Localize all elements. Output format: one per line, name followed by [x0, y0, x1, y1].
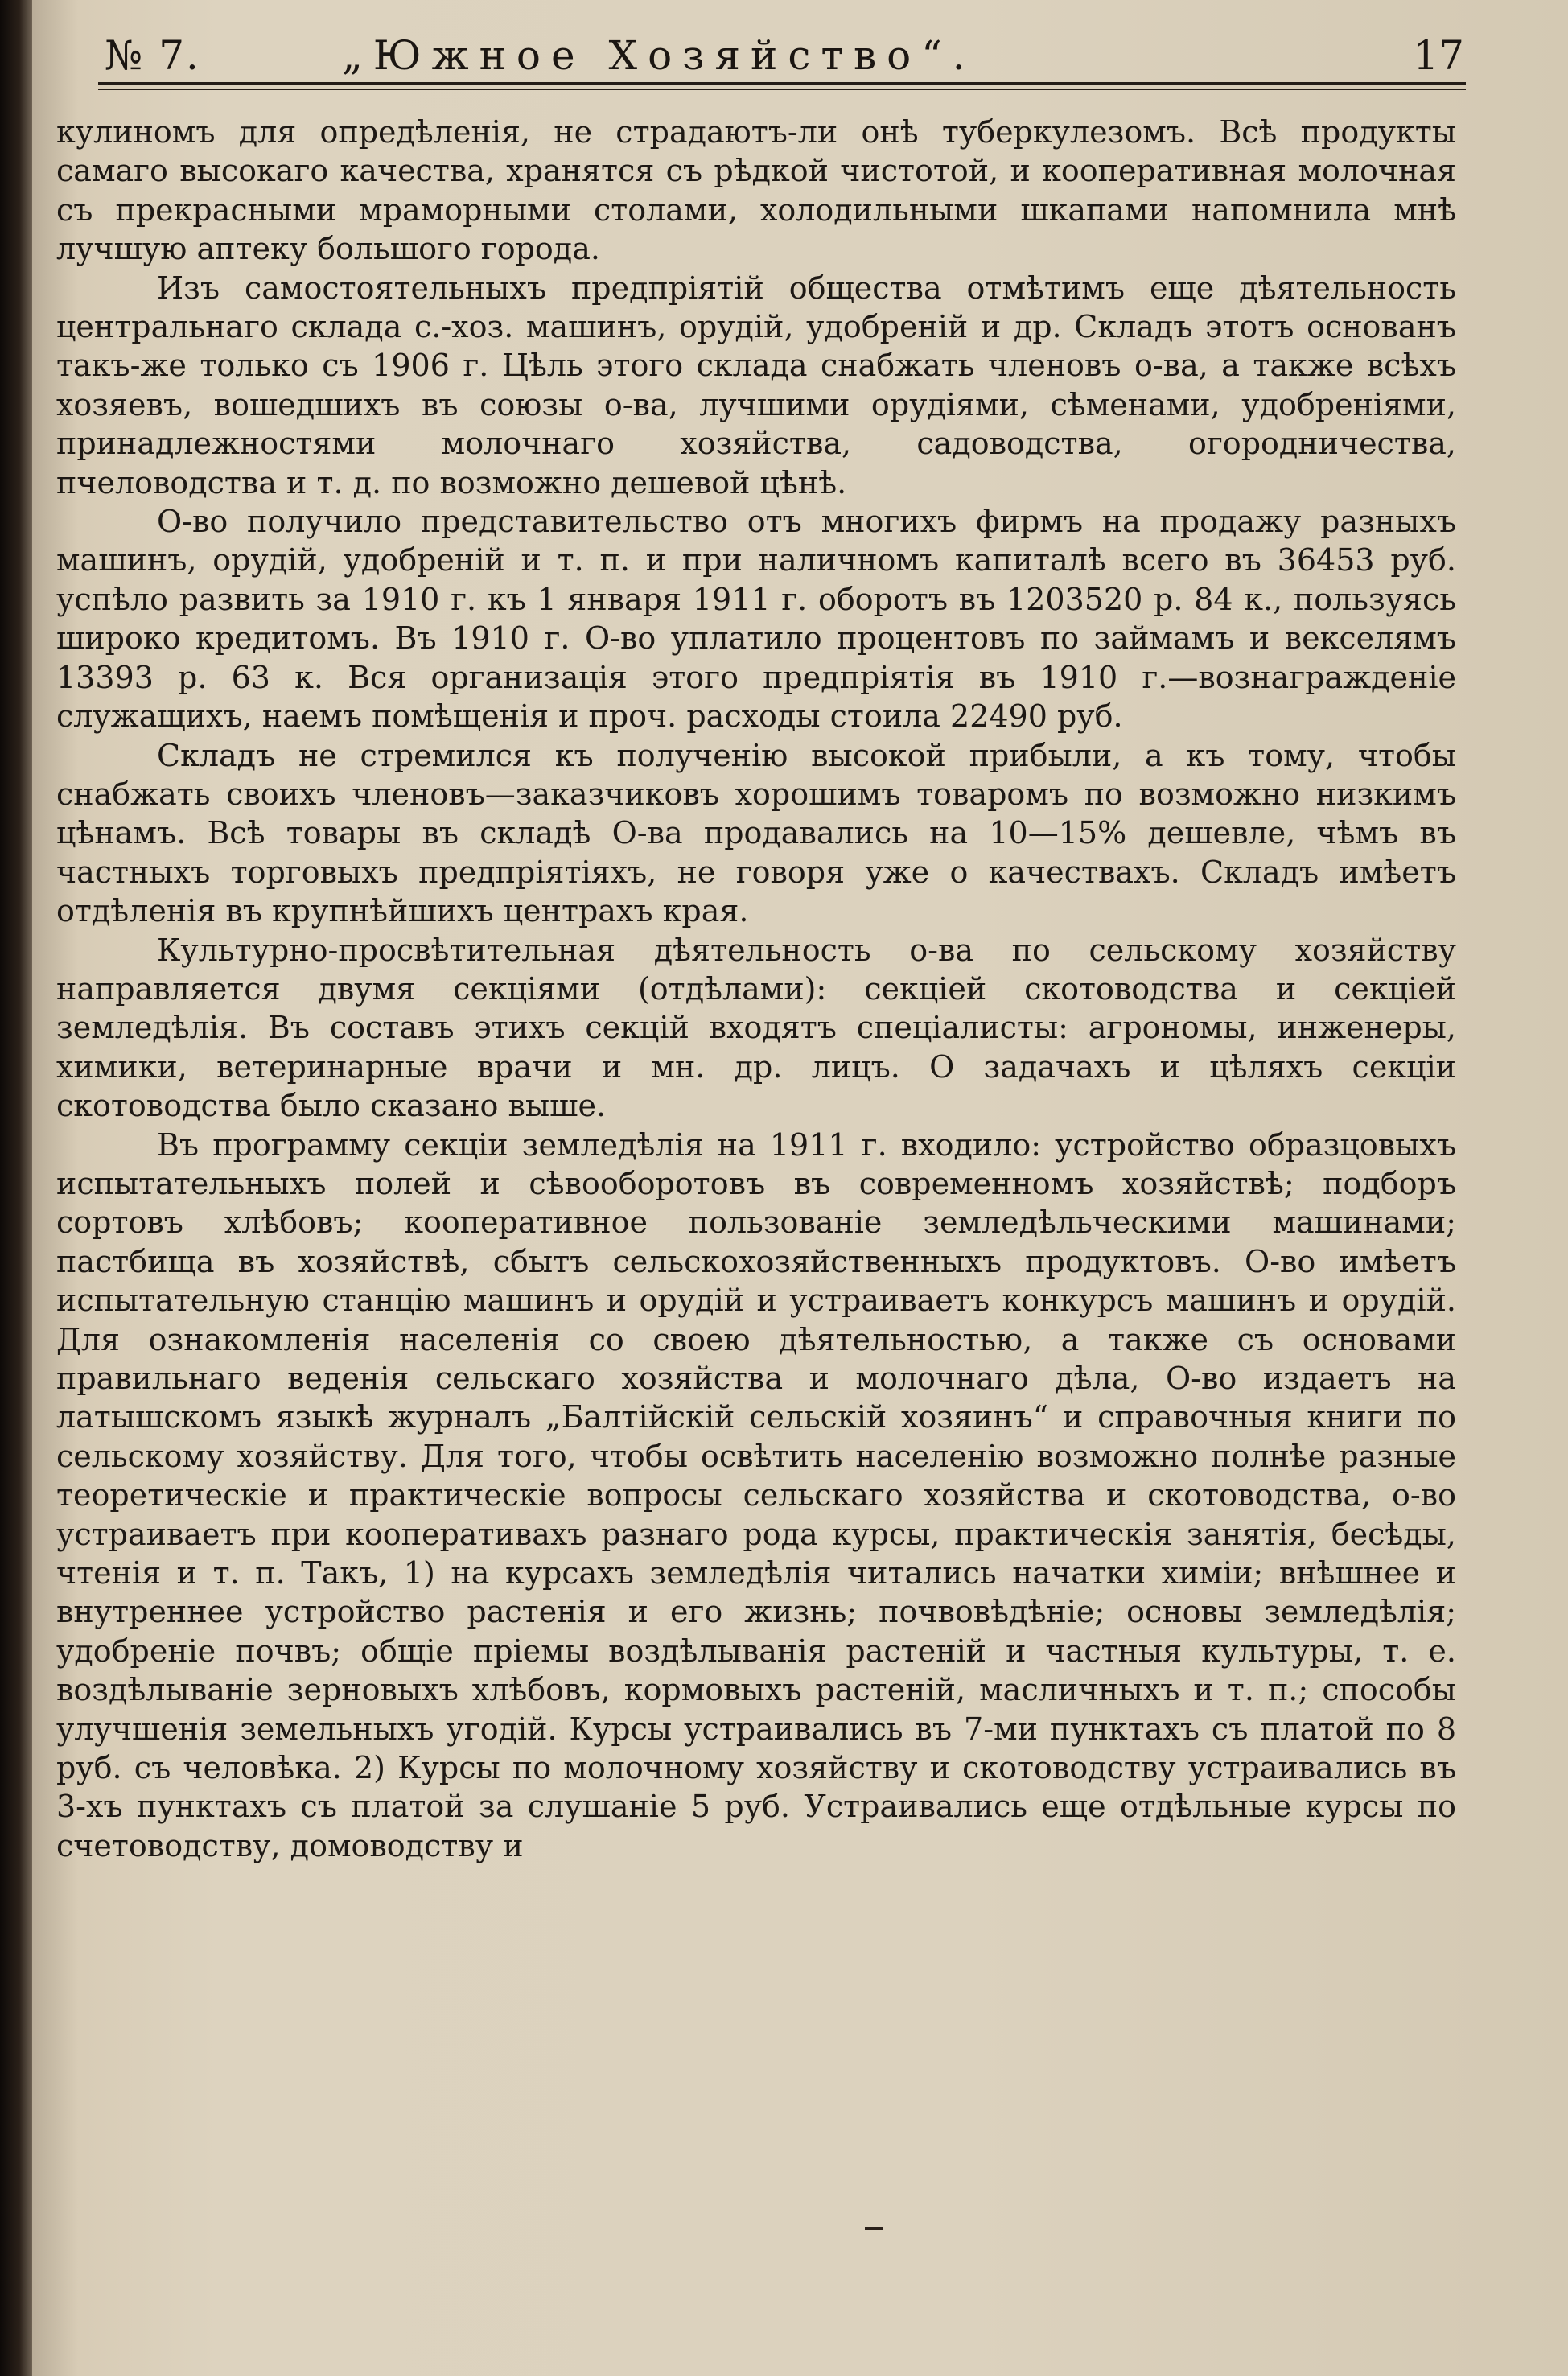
page-number: 17 [1413, 32, 1464, 79]
paragraph-cultural-activity: Культурно-просвѣтительная дѣятельность о-ва по сельскому хозяйству направляется двумя секціями (отдѣлами): секціей скотоводства и секціей земледѣлія. Въ составъ этихъ секцій входятъ спеціалисты: агрономы, инженеры, химики, ветеринарные врачи и мн. др. лицъ. О задачахъ и цѣляхъ секціи скотоводства было сказано выше. [56, 932, 1456, 1124]
header-rule-thick [98, 82, 1466, 85]
page-spine-shadow [0, 0, 32, 2376]
paragraph-agriculture-program: Въ программу секціи земледѣлія на 1911 г. входило: устройство образцовыхъ испытательныхъ полей и сѣвооборотовъ въ современномъ хозяйствѣ; подборъ сортовъ хлѣбовъ; кооперативное пользованіе земледѣльческими машинами; пастбища въ хозяйствѣ, сбытъ сельскохозяйственныхъ продуктовъ. О-во имѣетъ испытательную станцію машинъ и орудій и устраиваетъ конкурсъ машинъ и орудій. Для ознакомленія населенія со своею дѣятельностью, а также съ основами правильнаго веденія сельскаго хозяйства и молочнаго дѣла, О-во издаетъ на латышскомъ языкѣ журналъ „Балтійскій сельскій хозяинъ“ и справочныя книги по сельскому хозяйству. Для того, чтобы освѣтить населенію возможно полнѣе разные теоретическіе и практическіе вопросы сельскаго хозяйства и скотоводства, о-во устраиваетъ при кооперативахъ разнаго рода курсы, практическія занятія, бесѣды, чтенія и т. п. Такъ, 1) на курсахъ земледѣлія читались начатки химіи; внѣшнее и внутреннее устройство растенія и его жизнь; почвовѣдѣніе; основы земледѣлія; удобреніе почвъ; общіе пріемы воздѣлыванія растеній и частныя культуры, т. е. воздѣлываніе зерновыхъ хлѣбовъ, кормовыхъ растеній, масличныхъ и т. п.; способы улучшенія земельныхъ угодій. Курсы устраивались въ 7-ми пунктахъ съ платой по 8 руб. съ человѣка. 2) Курсы по молочному хозяйству и скотоводству устраивались въ 3-хъ пунктахъ съ платой за слушаніе 5 руб. Устраивались еще отдѣльные курсы по счетоводству, домоводству и [56, 1126, 1456, 1863]
journal-title: „Южное Хозяйство“. [342, 32, 976, 79]
paragraph-dairy-continuation: кулиномъ для опредѣленія, не страдаютъ-ли онѣ туберкулезомъ. Всѣ продукты самаго высокаго качества, хранятся съ рѣдкой чистотой, и кооперативная молочная съ прекрасными мраморными столами, холодильными шкапами напомнила мнѣ лучшую аптеку большого города. [56, 114, 1456, 267]
footer-mark [865, 2227, 883, 2230]
running-header [105, 32, 1464, 82]
issue-number: № 7. [105, 32, 200, 79]
paragraph-representation-turnover: О-во получило представительство отъ многихъ фирмъ на продажу разныхъ машинъ, орудій, удобреній и т. п. и при наличномъ капиталѣ всего въ 36453 руб. успѣло развить за 1910 г. къ 1 января 1911 г. оборотъ въ 1203520 р. 84 к., пользуясь широко кредитомъ. Въ 1910 г. О-во уплатило процентовъ по займамъ и векселямъ 13393 р. 63 к. Вся организація этого предпріятія въ 1910 г.—вознагражденіе служащихъ, наемъ помѣщенія и проч. расходы стоила 22490 руб. [56, 504, 1456, 735]
article-body [56, 113, 1456, 1865]
header-rule-thin [98, 89, 1466, 90]
paragraph-warehouse-prices: Складъ не стремился къ полученію высокой прибыли, а къ тому, чтобы снабжать своихъ членовъ—заказчиковъ хорошимъ товаромъ по возможно низкимъ цѣнамъ. Всѣ товары въ складѣ О-ва продавались на 10—15% дешевле, чѣмъ въ частныхъ торговыхъ предпріятіяхъ, не говоря уже о качествахъ. Складъ имѣетъ отдѣленія въ крупнѣйшихъ центрахъ края. [56, 737, 1456, 929]
journal-page [32, 0, 1568, 2376]
paragraph-central-warehouse: Изъ самостоятельныхъ предпріятій общества отмѣтимъ еще дѣятельность центральнаго склада с.-хоз. машинъ, орудій, удобреній и др. Складъ этотъ основанъ такъ-же только съ 1906 г. Цѣль этого склада снабжать членовъ о-ва, а также всѣхъ хозяевъ, вошедшихъ въ союзы о-ва, лучшими орудіями, сѣменами, удобреніями, принадлежностями молочнаго хозяйства, садоводства, огородничества, пчеловодства и т. д. по возможно дешевой цѣнѣ. [56, 270, 1456, 500]
